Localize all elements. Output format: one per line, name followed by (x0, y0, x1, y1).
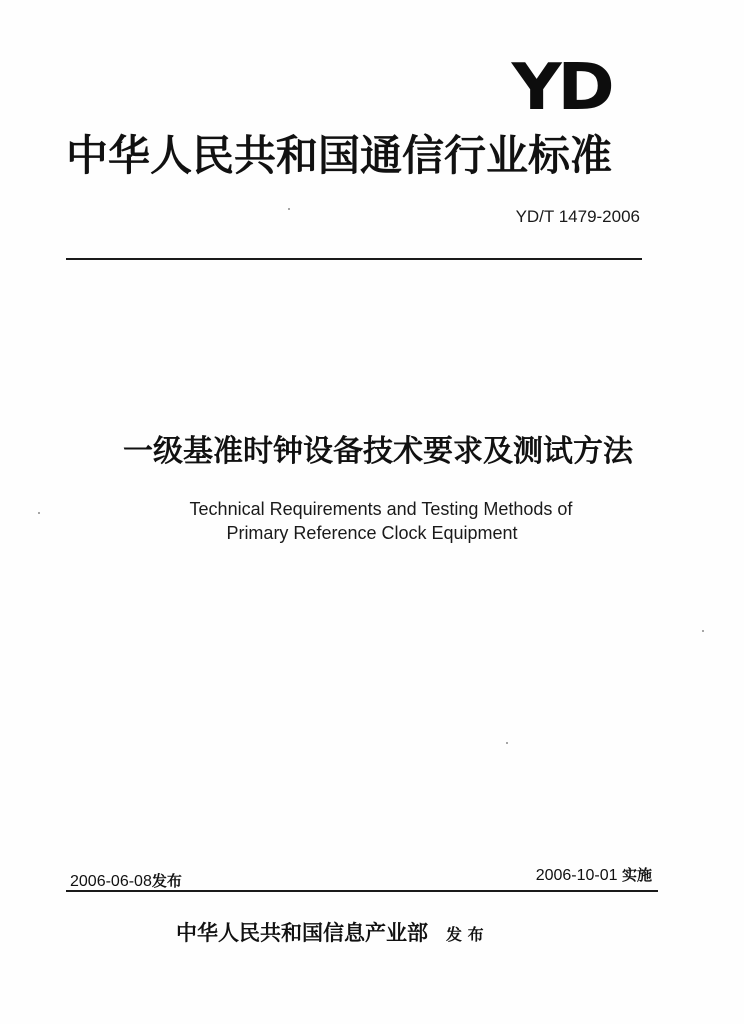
implementation-date: 2006-10-01 (535, 867, 618, 884)
issue-date: 2006-06-08 (70, 873, 152, 890)
yd-logo: YD (511, 51, 610, 125)
publisher-suffix: 发 布 (446, 925, 484, 944)
implementation-label: 实施 (621, 866, 652, 884)
standard-number: YD/T 1479-2006 (515, 207, 640, 226)
document-title-chinese: 一级基准时钟设备技术要求及测试方法 (123, 434, 633, 469)
publisher-line (176, 918, 484, 950)
document-title-english-line-1: Technical Requirements and Testing Methods of (189, 499, 573, 519)
issue-label: 发布 (151, 872, 182, 890)
top-divider (66, 258, 642, 260)
scan-speck (288, 208, 290, 210)
scan-speck (506, 742, 508, 744)
standard-category-title: 中华人民共和国通信行业标准 (66, 131, 613, 180)
bottom-divider (66, 890, 658, 892)
implementation-date-block (536, 864, 652, 887)
scan-speck (702, 630, 704, 632)
document-title-english-line-2: Primary Reference Clock Equipment (226, 523, 518, 543)
scan-speck (38, 512, 40, 514)
publisher-name: 中华人民共和国信息产业部 (176, 921, 428, 945)
